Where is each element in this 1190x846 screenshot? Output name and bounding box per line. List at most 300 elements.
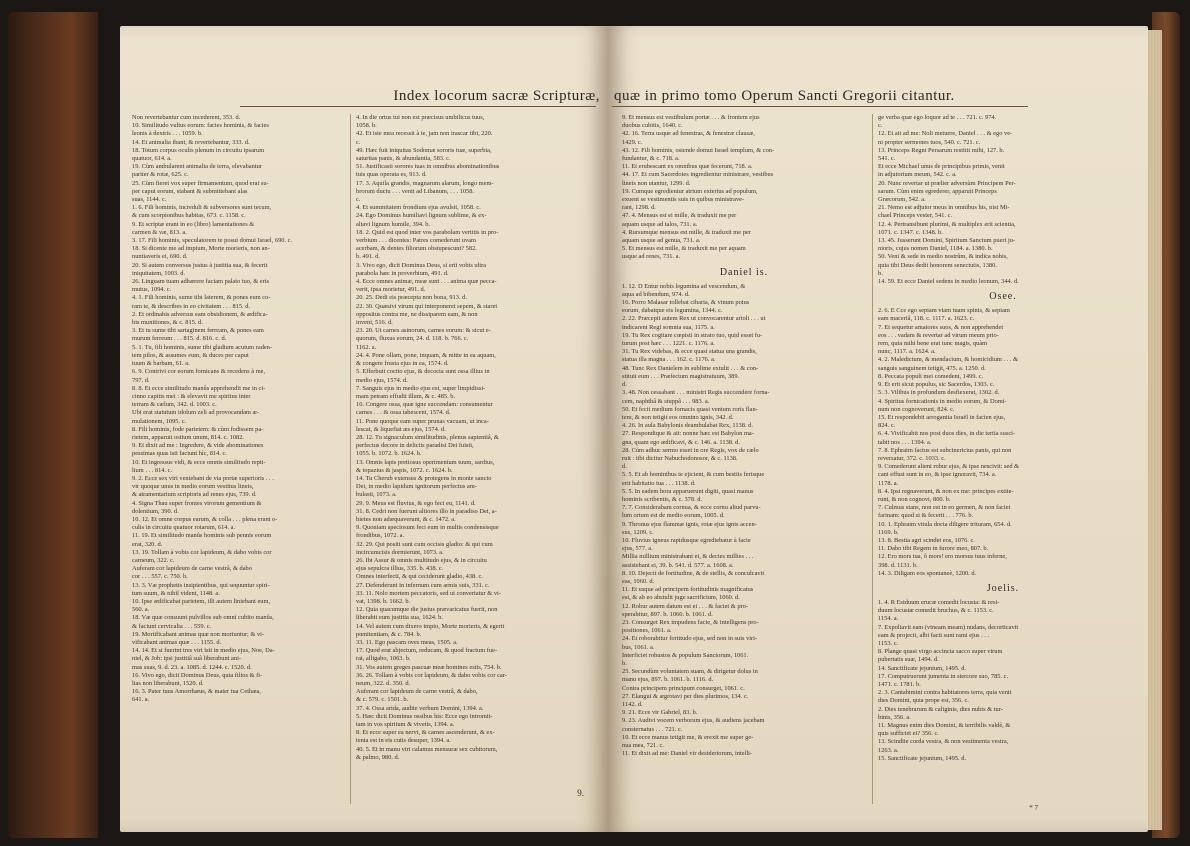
- index-entry: 1178. a.: [878, 479, 899, 487]
- index-entry: 7. 7. Considerabam cornua, & ecce cornu aliud parvu-: [622, 504, 761, 512]
- index-entry: 16. Porro Malasar tollebat cibaria, & vinum potus: [622, 299, 750, 307]
- index-entry: chael Princeps vester, 541. c.: [878, 212, 953, 220]
- index-entry: 10. 1. Ephraim vitula docta diligere trituram, 654. d.: [878, 520, 1012, 528]
- index-entry: ejus, 577. a.: [622, 545, 653, 553]
- index-entry: bus, 1061. a.: [622, 643, 655, 651]
- index-entry: d.: [622, 381, 627, 389]
- index-entry: 10. Congere ossa, quæ igne succendam: consumentur: [356, 401, 493, 409]
- index-entry: 18. Væ quæ consuunt pulvillos sub omni cubito manûs,: [132, 614, 274, 622]
- index-entry: 49. Hæc fuit iniquitas Sodomæ sororis tuæ, superbia,: [356, 146, 492, 154]
- index-entry: eam & projecit, albi facti sunt rami ejus . . .: [878, 631, 990, 639]
- index-entry: & atramentarium scriptoris ad renes ejus, 739. d.: [132, 491, 257, 499]
- index-entry: duum locustæ comedit bruchus, & c. 1153. c.: [878, 607, 994, 615]
- index-entry: 4. Et summitatem frondium ejus avulsit, 1058. c.: [356, 204, 481, 212]
- index-entry: verit, ipsa morietur, 491. d.: [356, 286, 426, 294]
- index-entry: bulasti, 1073. a.: [356, 491, 397, 499]
- index-entry: 11. Et dixit ad me: Daniel vir desideriorum, intelli-: [622, 750, 753, 758]
- index-entry: 11. Pone quoque eam super prunas vacuam, ut inca-: [356, 417, 489, 425]
- index-entry: Omnes interfecti, & qui ceciderunt gladio, 438. c.: [356, 573, 483, 581]
- index-entry: cor . . . 557. c. 750. b.: [132, 573, 188, 581]
- index-entry: tem pilos, & assumes eum, & duces per caput: [132, 351, 249, 359]
- index-entry: 20. 25. Dedi eis præcepta non bona, 913. d.: [356, 294, 467, 302]
- index-entry: 26. Ibi Assur & omnis multitudo ejus, & in circuitu: [356, 556, 487, 564]
- index-entry: rat, alligabo, 1063. b.: [356, 655, 411, 663]
- index-entry: 1471. c. 1781. b.: [878, 681, 921, 688]
- index-entry: 16. Vivo ego, dicit Dominus Deus, quia filios & fi-: [132, 671, 263, 679]
- index-entry: nioris, cujus nomen Daniel, 1184. a. 1380. b.: [878, 245, 993, 253]
- index-entry: 541. c.: [878, 155, 896, 163]
- index-entry: binis, 356. a.: [878, 713, 911, 721]
- index-entry: 50. Et fecit medium fornacis quasi ventum roris flan-: [622, 405, 758, 413]
- index-entry: 43. 12. Fili hominis, ostende domui Israel templum, & con-: [622, 146, 775, 154]
- index-entry: 1429. c.: [622, 138, 643, 146]
- index-entry: rem, quia mihi bene erat tunc magis, quàm: [878, 340, 988, 348]
- index-entry: statua illa magna . . . 162. c. 1176. a.: [622, 356, 716, 364]
- index-entry: 28. 12. Tu signaculum similitudinis, plenus sapientiâ, &: [356, 433, 499, 441]
- right-page: [608, 26, 1148, 832]
- index-entry: 14. 59. Et ecce Daniel sedens in medio leonum, 344. d.: [878, 278, 1019, 286]
- index-entry: 5. 5. In eadem hora apparuerunt digiti, quasi manus: [622, 487, 754, 495]
- index-entry: bis munitiones, & c. 815. d.: [132, 319, 203, 327]
- index-entry: 26. Linguam tuam adhærere faciam palato tuo, & eris: [132, 278, 269, 286]
- index-entry: saturitas panis, & abundantia, 583. c.: [356, 155, 451, 163]
- index-entry: neum, 322. d. 350. d.: [356, 680, 411, 688]
- index-entry: Non revertebantur cum incederent, 353. d.: [132, 114, 241, 121]
- index-entry: 1. 6. Fili hominis, increduli & subversores sunt tecum,: [132, 204, 272, 212]
- index-entry: 42. Et iste mea recessit à te, jam non irascar tibi, 220.: [356, 130, 493, 138]
- index-entry: 3. 17. Fili hominis, speculatorem te posui domui Israel, 690. c.: [132, 237, 293, 245]
- index-entry: 1153. c.: [878, 639, 899, 647]
- index-entry: niel, & Job: ipsi justitiâ suâ liberabunt ani-: [132, 655, 241, 663]
- index-entry: 4. Signa Thau super frontes virorum gementium &: [132, 499, 262, 507]
- index-entry: 7. Sanguis ejus in medio ejus est, super limpidissi-: [356, 384, 486, 392]
- index-entry: vat, 1398. b. 1662. b.: [356, 597, 411, 605]
- index-entry: 3. 48. Non cessabant . . . ministri Regis succendere forna-: [622, 389, 770, 397]
- index-entry: lum ortum est de medio eorum, 1005. d.: [622, 512, 725, 520]
- index-entry: 1263. a.: [878, 746, 899, 754]
- column-separator: [872, 114, 873, 804]
- index-entry: rietem, apparuit ostium unum, 814. c. 1082.: [132, 433, 244, 441]
- index-entry: cinno capitis mei : & elevavit me spiritus inter: [132, 392, 251, 400]
- left-column-1: [132, 114, 346, 814]
- index-entry: 4. 2. Maledictum, & mendacium, & homicidium . . . &: [878, 356, 1019, 364]
- index-entry: 11. Et usque ad principem fortitudinis magnificatus: [622, 586, 754, 594]
- book-spread: [8, 12, 1180, 838]
- index-entry: iniquitatem, 1003. d.: [132, 269, 186, 277]
- index-entry: eorum, dabatque eis legumina, 1344. c.: [622, 307, 723, 315]
- index-entry: leonis à dextris . . . 1059. b.: [132, 130, 203, 138]
- index-entry: 24. Et roborabitur fortitudo ejus, sed non in suis viri-: [622, 635, 758, 643]
- section-title-joelis: Joelis.: [986, 582, 1020, 594]
- index-entry: 37. 4. Ossa arida, audite verbum Domini, 1394. a.: [356, 704, 484, 712]
- index-entry: 1162. a.: [356, 343, 377, 351]
- index-entry: 9. 21. Ecce vir Gabriel, 83. b.: [622, 709, 698, 717]
- index-entry: manu ejus, 897. b. 1061. b. 1116. d.: [622, 676, 714, 684]
- index-entry: ruit : tibi dicitur Nabuchodonosor, & c. 1138.: [622, 454, 738, 462]
- index-entry: hominis scribentis, & c. 378. d.: [622, 495, 703, 503]
- index-entry: eas, 1060. d.: [622, 577, 655, 585]
- index-entry: 9. Et erit sicut populus, sic Sacerdos, 1303. c.: [878, 381, 995, 389]
- left-page: [120, 26, 608, 832]
- index-entry: 24. Ego Dominus humiliavi lignum sublime, & ex-: [356, 212, 487, 220]
- index-entry: dies Domini, quia prope est, 356. c.: [878, 697, 969, 705]
- index-entry: nuntiaveris ei, 690. d.: [132, 253, 188, 261]
- index-entry: 7. Expoliavit eam (vineam meam) nudans, decorticavit: [878, 623, 1019, 631]
- index-entry: 28. Cùm adhuc sermo esset in ore Regis, vox de cælo: [622, 446, 759, 454]
- index-entry: quis sufficiet ei? 356. c.: [878, 730, 939, 738]
- right-column-2: [878, 114, 1128, 814]
- index-entry: frondibus, 1072. a.: [356, 532, 405, 540]
- index-entry: nunc, 1117. a. 1624. a.: [878, 348, 936, 356]
- index-entry: b.: [878, 269, 883, 277]
- index-entry: 19. Mortificabant animas quæ non moriuntur; & vi-: [132, 630, 265, 638]
- index-entry: tem, & non tetigit eos omnino ignis, 342. d.: [622, 413, 734, 421]
- index-entry: positiones, 1061. a.: [622, 627, 672, 635]
- index-entry: 13. 8. Bestia agri scindet eos, 1076. c.: [878, 536, 975, 544]
- index-entry: 5. 3. Vilibus in profundum desfiexerat, 1302. d.: [878, 389, 1000, 397]
- index-entry: 9. Et dixit ad me : Ingredere, & vide abominationes: [132, 442, 264, 450]
- index-entry: 18. Si dicente me ad impium, Morte morieris, non an-: [132, 245, 270, 253]
- index-entry: inveni, 516. d.: [356, 319, 393, 327]
- index-entry: 23. Consurget Rex impudens facie, & intelligens pro-: [622, 618, 759, 626]
- index-entry: Interficiet robustos & populum Sanctorum, 1061.: [622, 651, 749, 659]
- left-page-header: Index locorum sacræ Scripturæ,: [393, 88, 600, 104]
- index-entry: 22. 30. Quæsivi virum qui interponeret sepem, & staret: [356, 302, 498, 310]
- index-entry: 10. Ipse ædificabat parietem, illi autem liniebant eum,: [132, 597, 271, 605]
- index-entry: 29. 9. Meus est fluvius, & ego feci eu, 1141. d.: [356, 499, 476, 507]
- index-entry: reversatur, 372. c. 1033. c.: [878, 454, 946, 462]
- index-entry: ram te, & describes in eo civitatem . . . 815. d.: [132, 302, 251, 310]
- index-entry: 8. Fili hominis, fode parietem: & cùm fodissem pa-: [132, 425, 264, 433]
- index-entry: erat, 320. d.: [132, 540, 163, 548]
- index-entry: carnes . . . & ossa tabescent, 1574. d.: [356, 409, 451, 417]
- index-entry: tenta est in eis cutis desuper, 1394. a.: [356, 737, 451, 745]
- index-entry: 10. Fluvius igneus rapidusque egrediebatur à facie: [622, 536, 751, 544]
- index-entry: 7. Et sequetur amatores suos, & non apprehendet: [878, 323, 1004, 331]
- index-entry: 17. Quod erat abjectum, reducam, & quod fractum fue-: [356, 647, 498, 655]
- index-entry: sus, 1209. c.: [622, 528, 654, 536]
- index-entry: 48. Tunc Rex Danielem in sublime extulit . . . & con-: [622, 364, 759, 372]
- index-entry: 5. Efferbuit coctio ejus, & decocta sunt ossa illius in: [356, 368, 490, 376]
- index-entry: terram & cælum, 342. d. 1003. c.: [132, 401, 217, 409]
- index-entry: 10. Et ecce manus tetigit me, & erexit me super ge-: [622, 733, 754, 741]
- index-entry: Millia millium ministrabant ei, & decies millies . . .: [622, 553, 754, 561]
- index-entry: c.: [356, 138, 361, 146]
- index-entry: 12. Et ait ad me: Noli metuere, Daniel . . . & ego ve-: [878, 130, 1013, 138]
- right-column-1: [622, 114, 866, 814]
- index-entry: vificabant animas quæ . . . 1155. d.: [132, 639, 222, 646]
- signature-mark: * 7: [1029, 804, 1038, 812]
- index-entry: 12. Robur autem datum est ei . . . & faciet & pro-: [622, 602, 749, 610]
- index-entry: 2. Et ordinabis adversus eam obsidionem, & ædifica-: [132, 310, 268, 318]
- index-entry: vir quoque unus in medio eorum vestitus lineis,: [132, 483, 254, 491]
- index-entry: 824. c.: [878, 422, 896, 430]
- index-entry: Ubi erat statutum idolum zeli ad provocandam æ-: [132, 409, 259, 417]
- index-entry: farinam: quod si & fecerit . . . 776. b.: [878, 512, 974, 520]
- daniel-entries: [622, 283, 866, 759]
- index-entry: 12. Ero mors tua, ô mors! ero morsus tuus inferne,: [878, 553, 1007, 561]
- index-entry: 16. 3. Pater tuus Amorrhæus, & mater tua Cethæa,: [132, 688, 261, 696]
- book-cover-left: [8, 12, 98, 838]
- index-entry: Dei, in medio lapidum ignitorum perfectus am-: [356, 483, 477, 491]
- index-entry: 6. 4. Vivificabit nos post duos dies, in die tertia susci-: [878, 430, 1016, 438]
- index-entry: consternatus . . . 721. c.: [622, 725, 683, 733]
- index-entry: tabit nos . . . 1394. a.: [878, 438, 932, 446]
- index-entry: carneum, 322. c.: [132, 556, 175, 564]
- index-entry: lescat, & liquefiat æs ejus, 1574. d.: [356, 425, 446, 433]
- index-entry: aquam usque ad talos, 731. a.: [622, 220, 698, 228]
- index-entry: mutus, 1094. c.: [132, 286, 172, 294]
- index-entry: ni propter sermones tuos, 540. c. 721. c.: [878, 138, 981, 146]
- index-entry: 4. 1. Fili hominis, sume tibi laterem, & pones eum co-: [132, 294, 271, 302]
- index-entry: sarum. Cùm enim egrederer, apparuit Princeps: [878, 187, 997, 195]
- header-rule: [612, 106, 1028, 107]
- index-entry: 33. 11. Nolo mortem peccatoris, sed ut convertatur & vi-: [356, 589, 501, 597]
- index-entry: 11. Dabo tibi Regem in furore meo, 807. b.: [878, 545, 989, 553]
- index-entry: pubertatis suæ, 1494. d.: [878, 656, 939, 664]
- joelis-entries: [878, 599, 1128, 763]
- index-entry: 2. 6. E Cce ego sepiam viam tuam spinis, & sepiam: [878, 307, 1010, 315]
- index-entry: 24. 4. Pone ollam, pone, inquam, & mitte in ea aquam,: [356, 351, 496, 359]
- index-entry: 1154. a.: [878, 615, 899, 623]
- column-separator: [350, 114, 351, 804]
- index-entry: 19. Cùm ambularent animalia de terra, elevabantur: [132, 163, 262, 171]
- index-entry: pœnitentiam, & c. 784. b.: [356, 630, 422, 638]
- index-entry: oppositus contra me, ne dissiparem eam, & non: [356, 310, 478, 318]
- index-entry: pariter & rotæ, 625. c.: [132, 171, 189, 179]
- index-entry: mulationem, 1095. c.: [132, 417, 187, 425]
- index-entry: 19. Cumque egredientur atrium exterius ad populum,: [622, 187, 758, 195]
- index-entry: tam in vos spiritum & vivetis, 1394. a.: [356, 721, 455, 729]
- index-entry: 17. 3. Aquila grandis, magnarum alarum, longo mem-: [356, 179, 494, 187]
- index-entry: 8. 10. Dejecit de fortitudine, & de stellis, & conculcavit: [622, 569, 765, 577]
- index-entry: altavi lignum humile, 394. b.: [356, 220, 431, 228]
- index-entry: 9. 2. Ecce sex viri veniebant de via portæ superioris . . .: [132, 474, 274, 482]
- index-entry: 15. Et respondebit arrogantia Israël in facien ejus,: [878, 413, 1006, 421]
- index-entry: 2. Dies tenebrarum & caliginis, dies nubis & tur-: [878, 705, 1003, 713]
- index-entry: Græcorum, 542. a.: [878, 196, 926, 204]
- index-entry: perfectus decore in deliciis paradisi Dei fuisti,: [356, 442, 474, 450]
- index-entry: 9. 23. Audivi vocem verborum ejus, & audiens jacebam: [622, 717, 765, 725]
- index-entry: nua mea, 721. c.: [622, 742, 664, 750]
- index-entry: & congere frusta ejus in ea, 1574. d.: [356, 360, 449, 368]
- index-entry: stituit eum . . . Præfectum magistratuum, 389.: [622, 372, 740, 380]
- index-entry: 5. 1. Tu, fili hominis, sume tibi gladium acutum raden-: [132, 343, 273, 351]
- index-entry: & palmo, 980. d.: [356, 753, 400, 761]
- section-title-daniel: Daniel is.: [719, 266, 769, 278]
- index-entry: Et ecce Michael unus de principibus primis, venit: [878, 163, 1005, 171]
- daniel-cont-entries: [878, 114, 1128, 286]
- index-entry: bietes non adæquaverunt, & c. 1472. a.: [356, 515, 456, 523]
- index-entry: 11. Et erubescant ex omnibus quæ fecerunt, 718. a.: [622, 163, 753, 171]
- index-entry: 13. 45. Jusserunt Domini, Spiritum Sanctum pueri ju-: [878, 237, 1016, 245]
- index-entry: brorum ductu . . . venit ad Libanum, . . . 1058.: [356, 187, 475, 195]
- index-entry: 9. Quoniam speciosum feci eum in multis condensisque: [356, 524, 499, 532]
- index-entry: 13. Scindite corda vestra, & non vestimenta vestra,: [878, 738, 1009, 746]
- index-entry: 19. Tu Rex cogitare cœpisti in strato tuo, quid esset fu-: [622, 331, 763, 339]
- index-entry: 25. Cùm fieret vox super firmamentum, quod erat su-: [132, 179, 269, 187]
- index-entry: 18. Totum corpus oculis plenum in circuitu ipsarum: [132, 146, 265, 154]
- index-entry: 47. 4. Mensus est ei mille, & traduxit me per: [622, 212, 737, 220]
- index-entry: 4. 26. In aula Babylonis deambulabat Rex, 1138. d.: [622, 422, 753, 430]
- index-entry: pessimas quas isti faciunt hìc, 814. c.: [132, 450, 227, 458]
- index-entry: lias non liberabunt, 1520. d.: [132, 680, 204, 688]
- index-entry: erit habitatio tua . . . 1138. d.: [622, 479, 696, 487]
- index-entry: Auferam cor lapideum de carne vestrâ, & dabo,: [356, 688, 478, 696]
- index-entry: 2. 3. Cantabimini contra habitatores terra, quia venit: [878, 689, 1012, 697]
- index-entry: 13. Omnis lapis pretiosus operimentum tuum, sardius,: [356, 458, 495, 466]
- index-entry: 14. Vel autem cum dixero impio, Morte morieris, & egerit: [356, 622, 505, 630]
- index-entry: & c. 579. c. 1501. b.: [356, 696, 409, 704]
- index-entry: & cum scorpionibus habitas, 673. c. 1158. c.: [132, 212, 246, 220]
- index-entry: dolentium, 390. d.: [132, 507, 179, 515]
- index-entry: & topazius & jaspis, 1072. c. 1624. b.: [356, 466, 453, 474]
- index-entry: 4. Rursumque mensus est mille, & traduxit me per: [622, 228, 751, 236]
- index-entry: quia tibi Deus dedit honorem senectutis, 1380.: [878, 261, 997, 269]
- index-entry: culis in circuitu quatuor rotarum, 614. a.: [132, 524, 236, 532]
- index-entry: 14. 14. Et si fuerint tres viri isti in medio ejus, Noe, Da-: [132, 647, 275, 655]
- index-entry: ejus sepulcra illius, 335. b. 438. c.: [356, 565, 444, 573]
- index-entry: 31. Tu Rex videbas, & ecce quasi statua una grandis,: [622, 348, 757, 356]
- index-entry: verbium . . . dicentes: Patres comederunt uvam: [356, 237, 476, 245]
- index-entry: 11. 19. Et similitudo manûs hominis sub pennis eorum: [132, 532, 272, 540]
- index-entry: 641. a.: [132, 696, 150, 704]
- index-entry: 31. Vos autem greges pascuæ meæ homines estis, 754. b.: [356, 663, 502, 671]
- index-entry: 3. Vivo ego, dicit Dominus Deus, si erit vobis ultra: [356, 261, 487, 269]
- index-entry: assistebant ei, 39. b. 541. d. 577. a. 1608. a.: [622, 561, 734, 569]
- index-entry: 14. Tu Cherub extensus & protegens in monte sancto: [356, 474, 492, 482]
- index-entry: usque ad renes, 731. a.: [622, 253, 681, 261]
- index-entry: 9. Et mensus est vestibulum portæ . . . & frontem ejus: [622, 114, 760, 121]
- index-entry: indicarent Regi somnia sua, 1175. a.: [622, 323, 715, 331]
- index-entry: quorum, fluxus eorum, 24. d. 118. b. 766. c.: [356, 335, 469, 343]
- index-entry: 560. a.: [132, 606, 150, 614]
- index-entry: 12. 4. Pertransibunt plurimi, & multiplex erit scientia,: [878, 220, 1016, 228]
- index-entry: duobus cubitis, 1640. c.: [622, 122, 683, 130]
- index-entry: 2. 22. Præcepit autem Rex ut convocarentur arioli . . . ut: [622, 315, 766, 323]
- index-entry: 8. Et ecce super ea nervi, & carnes ascenderunt, & ex-: [356, 729, 495, 737]
- index-entry: 398. d. 1131. b.: [878, 561, 918, 569]
- index-entry: b.: [622, 660, 627, 667]
- index-entry: 13. 19. Tollam à vobis cor lapideum, & dabo vobis cor: [132, 548, 272, 556]
- index-entry: gna, quam ego ædificavi, & c. 146. a. 1138. d.: [622, 438, 740, 446]
- index-entry: 12. Quia quacumque die justus prævaricatus fuerit, non: [356, 606, 498, 614]
- index-entry: 44. 17. Et cum Sacerdotes ingredientur ministrare, vestibus: [622, 171, 774, 179]
- index-entry: b. 491. d.: [356, 253, 380, 261]
- index-entry: 8. 8. Et ecce similitudo manûs apprehendit me in ci-: [132, 384, 266, 392]
- index-entry: 40. 5. Et in manu viri calamus mensuræ sex cubitorum,: [356, 745, 498, 753]
- index-entry: incircumcisis dormierunt, 1073. a.: [356, 548, 444, 556]
- index-entry: 10. Et ingressus vidi, & ecce omnis similitudo repti-: [132, 458, 266, 466]
- section-title-osee: Osee.: [989, 291, 1017, 303]
- index-entry: fundantur, & c. 718. a.: [622, 155, 680, 163]
- index-entry: 1058. b.: [356, 122, 377, 130]
- index-entry: runt, & non cognovi, 800. b.: [878, 495, 951, 503]
- index-entry: 21. Nemo est adjutor meus in omnibus his, nisi Mi-: [878, 204, 1010, 212]
- index-entry: 20. Si autem conversus justus à justitia sua, & fecerit: [132, 261, 268, 269]
- index-entry: 9. Comederunt alieni robur ejus, & ipse nescivit: sed &: [878, 463, 1020, 471]
- index-entry: tum suum, & nihil vident, 1148. a.: [132, 589, 220, 597]
- index-entry: 23. 20. Ut carnes asinorum, carnes eorum: & sicut e-: [356, 327, 491, 335]
- ezechiel-entries: [622, 114, 866, 262]
- index-entry: 27. Elangui & ægrotavi per dies plurimos, 134. c.: [622, 692, 749, 700]
- index-entry: tuum & barbam, 61. a.: [132, 360, 190, 368]
- index-entry: tuis quas operata es, 913. d.: [356, 171, 427, 179]
- index-entry: mam petram effudit illum, & c. 485. b.: [356, 392, 456, 400]
- index-entry: aquam usque ad genua, 731. a.: [622, 237, 701, 245]
- index-entry: murum ferreum . . . 815. d. 816. c. d.: [132, 335, 227, 343]
- index-entry: 33. 11. Ego pascam oves meas, 1505. a.: [356, 639, 458, 646]
- index-entry: exuent se vestimentis suis in quibus ministrave-: [622, 196, 745, 204]
- index-entry: 14. Et animalia ibant, & revertebantur, 333. d.: [132, 138, 250, 146]
- index-entry: 20. Nunc revertar ut prælier adversùm Principem Per-: [878, 179, 1016, 187]
- index-entry: 11. Magnus enim dies Domini, & terribilis valdè, &: [878, 722, 1011, 730]
- index-entry: liberabit eum justitia sua, 1624. b.: [356, 614, 443, 622]
- index-entry: quatuor, 614. a.: [132, 155, 172, 163]
- index-entry: 10. 12. Et omne corpus earum, & colla . . . plena erant o-: [132, 515, 278, 523]
- index-entry: eos . . . vadam & revertar ad virum meum prio-: [878, 331, 999, 339]
- index-entry: rant, 1298. d.: [622, 204, 656, 212]
- index-entry: & faciunt cervicalia . . . 559. c.: [132, 622, 212, 630]
- index-entry: 3. Et tu sume tibi sartaginem ferream, & pones eam: [132, 327, 264, 335]
- index-entry: suas, 1144. c.: [132, 196, 167, 204]
- index-entry: ge verba quæ ego loquor ad te . . . 721. c. 974.: [878, 114, 997, 121]
- index-entry: lium . . . 814. c.: [132, 466, 173, 474]
- index-entry: aqua ad bibendum, 974. d.: [622, 290, 690, 298]
- index-entry: sperabitur, 897. b. 1060. b. 1061. d.: [622, 610, 713, 618]
- index-entry: 8. Peccata populi mei comedent, 1499. c.: [878, 372, 984, 380]
- index-entry: num non cognoverunt, 824. c.: [878, 405, 955, 413]
- index-entry: 4. In die ortus tui non est præcisus umbilicus tuus,: [356, 114, 485, 121]
- index-entry: 13. Princeps Regni Persarum restitit mihi, 127. b.: [878, 146, 1005, 154]
- index-entry: 5. 5. Et ab hominibus te ejicient, & cum bestiis ferisque: [622, 471, 765, 479]
- index-entry: Auferam cor lapideum de carne vestrâ, & dabo: [132, 565, 252, 573]
- index-entry: parabola hæc in proverbium, 491. d.: [356, 269, 449, 277]
- index-entry: 27. Defenderunt in infernum cum armis suis, 331. c.: [356, 581, 490, 589]
- index-entry: cani effusi sunt in eo, & ipse ignoravit, 734. a.: [878, 471, 997, 479]
- index-entry: cem, naphthâ & stuppâ . . . 983. a.: [622, 397, 710, 405]
- index-entry: 51. Justificasti sorores tuas in omnibus abominationibus: [356, 163, 500, 171]
- index-entry: per caput eorum, stabant & submittebant alas: [132, 187, 248, 195]
- index-entry: Contra principem principum consurget, 1061. c.: [622, 684, 745, 692]
- index-entry: 1. 4. R Esiduum erucæ comedit locusta: & resi-: [878, 598, 1000, 606]
- index-entry: lineis non utantur, 1299. d.: [622, 179, 691, 187]
- index-entry: sanguis sanguinem tetigit, 475. a. 1250. d.: [878, 364, 986, 372]
- index-entry: 9. Thronus ejus flammæ ignis, rotæ ejus ignis accen-: [622, 520, 757, 528]
- index-entry: 50. Veni & sede in medio nostrûm, & indica nobis,: [878, 253, 1008, 261]
- index-entry: 797. d.: [132, 376, 150, 384]
- index-entry: eam maceriâ, 118. c. 1117. a. 1623. c.: [878, 315, 975, 323]
- index-entry: 18. 2. Quid est quod inter vos parabolam vertitis in pro-: [356, 228, 499, 236]
- index-entry: turum post hæc . . . 1221. c. 1176. a.: [622, 340, 715, 348]
- header-rule: [240, 106, 596, 107]
- catchword: 9.: [577, 788, 584, 798]
- index-entry: est, & ab eo abstulit juge sacrificium, 1060. d.: [622, 594, 740, 602]
- index-entry: 17. Computruerunt jumenta in stercore suo, 785. c.: [878, 672, 1009, 680]
- index-entry: 1055. b. 1072. b. 1624. b.: [356, 450, 422, 458]
- index-entry: 7. Culmus stans, non est in eo germen, & non faciet: [878, 504, 1011, 512]
- index-entry: 42. 16. Terra usque ad fenestras, & fenestræ clausæ,: [622, 130, 755, 138]
- index-entry: 1169. b.: [878, 528, 899, 536]
- index-entry: 10. Similitudo vultus eorum: facies hominis, & facies: [132, 122, 269, 130]
- index-entry: 1071. c. 1347. c. 1348. b.: [878, 228, 943, 236]
- index-entry: 6. 9. Contrivi cor eorum fornicans & recedens à me,: [132, 368, 266, 376]
- index-entry: 14. 3. Diligam eos spontaneè, 1200. d.: [878, 569, 977, 577]
- index-entry: 14. Sanctificate jejunium, 1495. d.: [878, 664, 967, 672]
- index-entry: 31. 8. Cedri non fuerunt altiores illo in paradiso Dei, a-: [356, 507, 497, 515]
- index-entry: 8. Plange quasi virgo accincta sacco super virum: [878, 648, 1003, 656]
- index-entry: medio ejus, 1574. d.: [356, 376, 408, 384]
